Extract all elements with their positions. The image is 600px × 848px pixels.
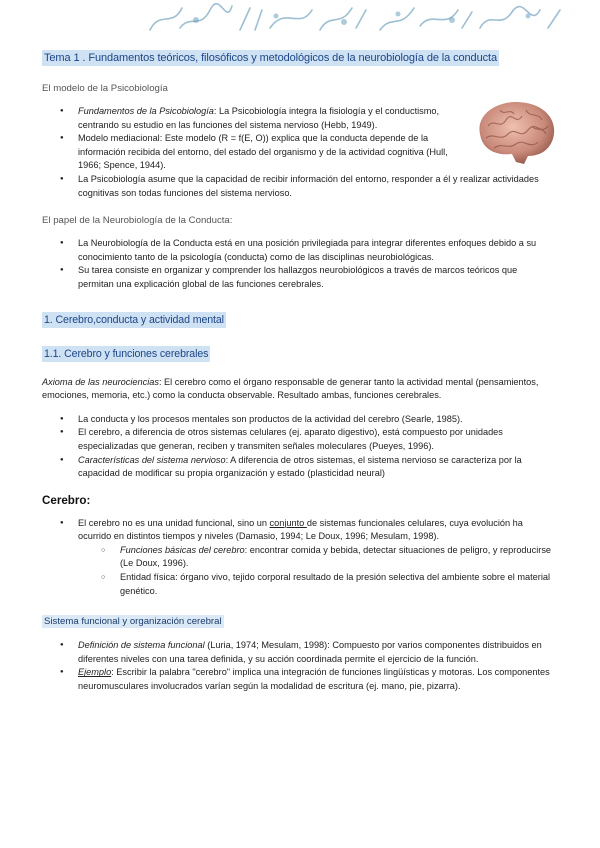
list-item: ● Su tarea consiste en organizar y comprender los hallazgos neurobiológicos a través de marcos teóricos que permitan una explicación global de las funciones cerebrales. xyxy=(42,264,542,291)
list-item: ○ Entidad física: órgano vivo, tejido corporal resultado de la presión selectiva del ambiente sobre el material genético. xyxy=(42,571,558,598)
section-1-1-highlight: 1.1. Cerebro y funciones cerebrales xyxy=(44,347,209,360)
list-item: ● La Psicobiología asume que la capacidad de recibir información del entorno, responder a él y realizar actividades cognitivas son todas funciones del sistema nervioso. xyxy=(42,173,558,200)
list-item: ○ Funciones básicas del cerebro: encontrar comida y bebida, detectar situaciones de peligro, y reproducirse (Le Doux, 1996). xyxy=(42,544,558,571)
list-sistema xyxy=(42,639,558,693)
list-item: ● El cerebro no es una unidad funcional, sino un conjunto de sistemas funcionales celulares, cuya evolución ha ocurrido en distintos tiempos y niveles (Damasio, 1994; Le Doux, 1996; Mesulam, 1998). xyxy=(42,517,558,544)
list-cerebro-conducta xyxy=(42,413,558,481)
list-cerebro-sub xyxy=(42,544,558,598)
list-item: ● Modelo mediacional: Este modelo (R = f(E, O)) explica que la conducta depende de la información recibida del entorno, del estado del organismo y de la actividad cognitiva (Hull, 1966; Spence, 1944). xyxy=(42,132,462,173)
axioma-paragraph: Axioma de las neurociencias: El cerebro como el órgano responsable de generar tanto la actividad mental (pensamientos, emociones, memoria, etc.) como la conducta observable. Resultado ambas, funciones cerebrales. xyxy=(42,376,539,401)
list-item: ● Definición de sistema funcional (Luria, 1974; Mesulam, 1998): Compuesto por varios componentes distribuidos en diferentes niveles con una tarea definida, y su acción coordinada permite el ejercicio de la función. xyxy=(42,639,558,666)
sistema-heading xyxy=(42,611,558,629)
list-item: ● La conducta y los procesos mentales son productos de la actividad del cerebro (Searle, 1985). xyxy=(42,413,558,427)
list-cerebro xyxy=(42,517,558,544)
list-item: ● Características del sistema nervioso: A diferencia de otros sistemas, el sistema nervioso se caracteriza por la capacidad de modificar su propia organización y estado (plasticidad neural) xyxy=(42,454,558,481)
list-item: ● Ejemplo: Escribir la palabra "cerebro" implica una integración de funciones lingüísticas y motoras. Los componentes neuromusculares involucrados varían según la modalidad de escritura (ej. mano, pie, pizarra). xyxy=(42,666,558,693)
list-psicobiologia xyxy=(42,105,462,173)
document-title xyxy=(42,48,558,64)
section-1-heading xyxy=(42,310,558,328)
list-psicobiologia-wide xyxy=(42,173,558,200)
section-1-highlight: 1. Cerebro,conducta y actividad mental xyxy=(44,313,224,326)
cerebro-heading: Cerebro: xyxy=(42,493,91,507)
list-item: ● Fundamentos de la Psicobiología: La Psicobiología integra la fisiología y el conductismo, centrando su estudio en las funciones del sistema nervioso (Hebb, 1949). xyxy=(42,105,462,132)
list-item: ● La Neurobiología de la Conducta está en una posición privilegiada para integrar diferentes enfoques debido a su conocimiento tanto de la psicología (conducta) como de las disciplinas neurobiológicas. xyxy=(42,237,542,264)
section-1-1-heading xyxy=(42,344,558,362)
list-neurobiologia xyxy=(42,237,542,291)
decorative-banner xyxy=(0,0,600,36)
section-heading-psicobiologia: El modelo de la Psicobiología xyxy=(42,83,168,94)
list-item: ● El cerebro, a diferencia de otros sistemas celulares (ej. aparato digestivo), está compuesto por unidades especializadas que generan, reciben y transmiten señales moleculares (Pueyes, 1996). xyxy=(42,426,558,453)
document-body xyxy=(42,48,558,694)
title-highlight: Tema 1 . Fundamentos teóricos, filosóficos y metodológicos de la neurobiología de la conducta xyxy=(44,52,497,64)
sistema-highlight: Sistema funcional y organización cerebral xyxy=(44,616,222,628)
section-heading-neurobiologia: El papel de la Neurobiología de la Conducta: xyxy=(42,215,233,227)
